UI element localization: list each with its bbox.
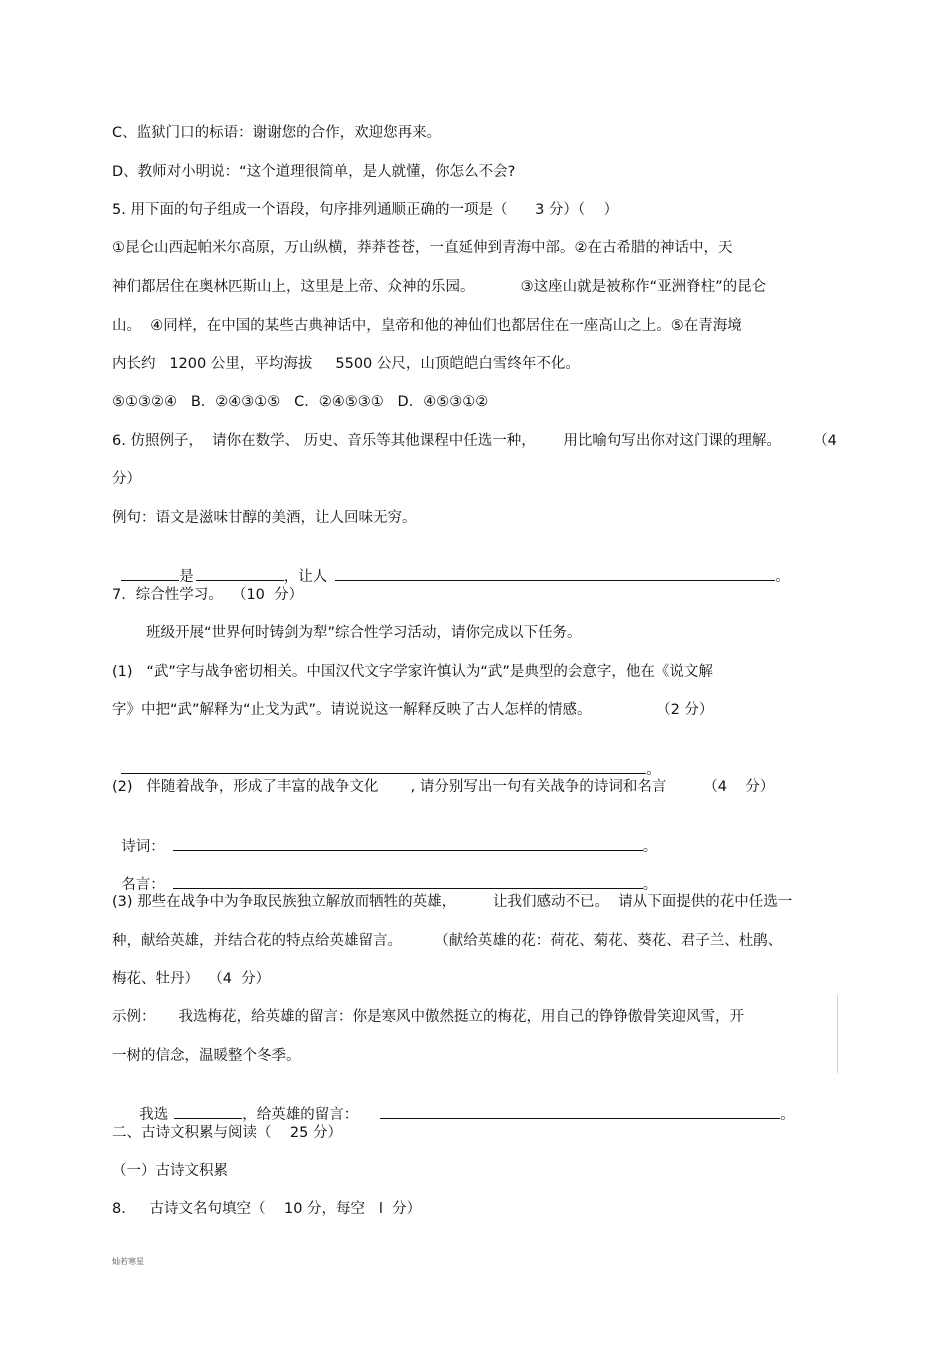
- q7-1-line-2: 字》中把“武”解释为“止戈为武”。请说说这一解释反映了古人怎样的情感。 （2 分）: [112, 702, 714, 718]
- question-8: 8． 古诗文名句填空（ 10 分，每空 l 分）: [112, 1201, 422, 1217]
- question-6-score: 分）: [112, 471, 141, 487]
- blank[interactable]: [335, 566, 775, 581]
- q6-is-label: 是: [179, 569, 194, 585]
- blank[interactable]: [380, 1104, 780, 1119]
- margin-rule: [837, 995, 838, 1073]
- q5-line-4: 内长约 1200 公里，平均海拔 5500 公尺，山顶皑皑白雪终年不化。: [112, 356, 580, 372]
- blank[interactable]: [196, 566, 284, 581]
- q6-answer-line[interactable]: [112, 546, 790, 587]
- example-line-2: 一树的信念，温暖整个冬季。: [112, 1048, 301, 1064]
- saying-label: 名言：: [121, 877, 165, 893]
- blank[interactable]: [121, 759, 646, 774]
- q7-3-line-1: (3) 那些在战争中为争取民族独立解放而牺牲的英雄， 让我们感动不已。 请从下面提供的花中任选一: [112, 894, 793, 910]
- q7-3-answer-line[interactable]: [130, 1084, 795, 1125]
- poem-answer-line[interactable]: [112, 816, 657, 857]
- q6-let-label: ，让人: [283, 569, 328, 585]
- blank[interactable]: [121, 566, 179, 581]
- question-6: 6. 仿照例子， 请你在数学、 历史、音乐等其他课程中任选一种， 用比喻句写出你对这门课的理解。 （4: [112, 433, 837, 449]
- poem-label: 诗词：: [121, 839, 165, 855]
- q5-line-1: ①昆仑山西起帕米尔高原，万山纵横，莽莽苍苍，一直延伸到青海中部。②在古希腊的神话中，天: [112, 240, 733, 256]
- blank[interactable]: [173, 836, 643, 851]
- section-2-heading: 二、古诗文积累与阅读（ 25 分）: [112, 1125, 342, 1141]
- question-5: 5. 用下面的句子组成一个语段，句序排列通顺正确的一项是（ 3 分）（ ）: [112, 202, 619, 218]
- q5-line-2: 神们都居住在奥林匹斯山上，这里是上帝、众神的乐园。 ③这座山就是被称作“亚洲脊柱”的昆仑: [112, 279, 767, 295]
- blank[interactable]: [174, 1104, 242, 1119]
- example-line-1: 示例： 我选梅花，给英雄的留言：你是寒风中傲然挺立的梅花，用自己的铮铮傲骨笑迎风雪，开: [112, 1009, 745, 1025]
- blank[interactable]: [173, 874, 643, 889]
- subsection-1-heading: （一）古诗文积累: [112, 1163, 228, 1179]
- q7-3-line-3: 梅花、牡丹） （4 分）: [112, 971, 271, 987]
- question-7: 7．综合性学习。 （10 分）: [112, 587, 304, 603]
- option-c: C、监狱门口的标语：谢谢您的合作，欢迎您再来。: [112, 125, 442, 141]
- q7-1-answer-line[interactable]: [112, 739, 661, 780]
- period: 。: [642, 839, 658, 855]
- option-d: D、教师对小明说：“这个道理很简单，是人就懂，你怎么不会?: [112, 164, 516, 180]
- period: 。: [646, 762, 661, 778]
- period: 。: [642, 877, 658, 893]
- q7-2: (2) 伴随着战争，形成了丰富的战争文化 , 请分别写出一句有关战争的诗词和名言 （4 分）: [112, 779, 775, 795]
- q5-line-3: 山。 ④同样，在中国的某些古典神话中，皇帝和他的神仙们也都居住在一座高山之上。⑤在青海境: [112, 318, 742, 334]
- q7-3-line-2: 种，献给英雄，并结合花的特点给英雄留言。 （献给英雄的花：荷花、菊花、葵花、君子兰、杜鹃、: [112, 933, 783, 949]
- q7-1-line-1: (1) “武”字与战争密切相关。中国汉代文字学家许慎认为“武”是典型的会意字，他在《说文解: [112, 664, 713, 680]
- q6-example: 例句：语文是滋味甘醇的美酒，让人回味无穷。: [112, 510, 417, 526]
- q5-options: ⑤①③②④ B．②④③①⑤ C．②④⑤③① D．④⑤③①②: [112, 394, 489, 410]
- period: 。: [780, 1107, 795, 1123]
- period: 。: [775, 569, 790, 585]
- choose-label: 我选: [139, 1107, 169, 1123]
- message-label: ，给英雄的留言：: [242, 1107, 359, 1123]
- saying-answer-line[interactable]: [112, 854, 657, 895]
- q7-intro: 班级开展“世界何时铸剑为犁”综合性学习活动，请你完成以下任务。: [146, 625, 582, 641]
- page-footer: 灿若寒星: [112, 1257, 144, 1266]
